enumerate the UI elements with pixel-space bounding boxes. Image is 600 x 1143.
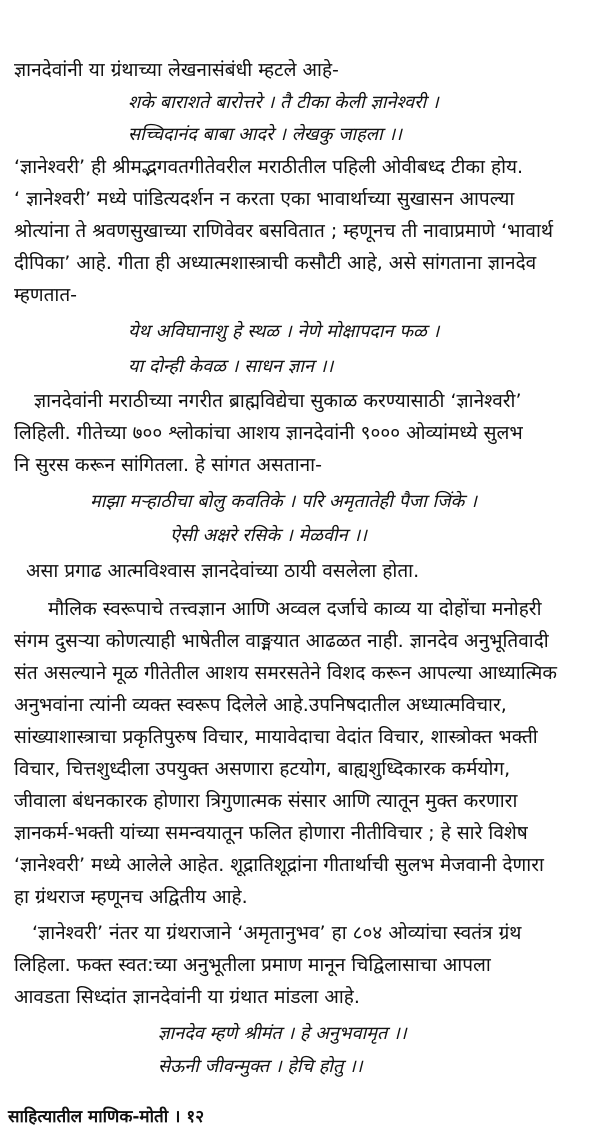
paragraph-3: असा प्रगाढ आत्मविश्वास ज्ञानदेवांच्या ठायी वसलेला होता. [26, 560, 420, 582]
text-line: श्रोत्यांना ते श्रवणसुखाच्या राणिवेवर बसवितात ; म्हणूनच ती नावाप्रमाणे ‘भावार्थ [14, 220, 554, 242]
text-line: मौलिक स्वरूपाचे तत्त्वज्ञान आणि अव्वल दर्जाचे काव्य या दोहोंचा मनोहरी [48, 598, 542, 620]
text-line: ‘ ज्ञानेश्वरी’ मध्ये पांडित्यदर्शन न करता एका भावार्थाच्या सुखासन आपल्या [14, 188, 515, 210]
intro-line: ज्ञानदेवांनी या ग्रंथाच्या लेखनासंबंधी म्हटले आहे- [14, 59, 339, 81]
text-line: संत असल्याने मूळ गीतेतील आशय समरसतेने विशद करून आपल्या आध्यात्मिक [14, 662, 557, 684]
verse-line: सच्चिदानंद बाबा आदरे । लेखकु जाहला ।। [128, 124, 402, 145]
text-line: म्हणतात- [14, 284, 78, 306]
text-line: आवडता सिध्दांत ज्ञानदेवांनी या ग्रंथात मांडला आहे. [14, 986, 360, 1008]
text-line: नि सुरस करून सांगितला. हे सांगत असताना- [14, 454, 322, 476]
text-line: ‘ज्ञानेश्वरी’ ही श्रीमद्भगवतगीतेवरील मराठीतील पहिली ओवीबध्द टीका होय. [14, 156, 524, 178]
text-line: ‘ज्ञानेश्वरी’ नंतर या ग्रंथराजाने ‘अमृतानुभव’ हा ८०४ ओव्यांचा स्वतंत्र ग्रंथ [32, 922, 522, 944]
text-line: सांख्याशास्त्राचा प्रकृतिपुरुष विचार, मायावेदाचा वेदांत विचार, शास्त्रोक्त भक्ती [14, 726, 538, 748]
text-line: ज्ञानदेवांनी मराठीच्या नगरीत ब्राह्मविद्येचा सुकाळ करण्यासाठी ‘ज्ञानेश्वरी’ [34, 390, 522, 412]
text-line: अनुभवांना त्यांनी व्यक्त स्वरूप दिलेले आहे.उपनिषदातील अध्यात्मविचार, [14, 694, 507, 716]
text-line: लिहिली. गीतेच्या ७०० श्लोकांचा आशय ज्ञानदेवांनी ९००० ओव्यांमध्ये सुलभ [14, 422, 523, 444]
text-line: ‘ज्ञानेश्वरी’ मध्ये आलेले आहेत. शूद्रातिशूद्रांना गीतार्थाची सुलभ मेजवानी देणारा [14, 854, 544, 876]
verse-line: ऐसी अक्षरे रसिके । मेळवीन ।। [170, 525, 367, 546]
text-line: विचार, चित्तशुध्दीला उपयुक्त असणारा हटयोग, बाह्यशुध्दिकारक कर्मयोग, [14, 758, 511, 780]
text-line: ज्ञानकर्म-भक्ती यांच्या समन्वयातून फलित होणारा नीतीविचार ; हे सारे विशेष [14, 822, 528, 844]
verse-line: या दोन्ही केवळ । साधन ज्ञान ।। [128, 356, 334, 377]
page-footer: साहित्यातील माणिक-मोती । १२ [8, 1107, 205, 1127]
verse-line: सेऊनी जीवन्मुक्त । हेचि होतु ।। [158, 1056, 363, 1077]
text-line: हा ग्रंथराज म्हणूनच अद्वितीय आहे. [14, 886, 248, 908]
verse-line: शके बाराशते बारोत्तरे । तै टीका केली ज्ञानेश्वरी । [128, 92, 439, 113]
verse-line: येथ अविघानाशु हे स्थळ । नेणे मोक्षापदान फळ । [128, 321, 440, 342]
text-line: दीपिका’ आहे. गीता ही अध्यात्मशास्त्राची कसौटी आहे, असे सांगताना ज्ञानदेव [14, 252, 537, 274]
text-line: संगम दुसऱ्या कोणत्याही भाषेतील वाङ्मयात आढळत नाही. ज्ञानदेव अनुभूतिवादी [14, 630, 549, 652]
text-line: जीवाला बंधनकारक होणारा त्रिगुणात्मक संसार आणि त्यातून मुक्त करणारा [14, 790, 518, 812]
verse-line: माझा मऱ्हाठीचा बोलु कवतिके । परि अमृतातेही पैजा जिंके । [90, 491, 477, 512]
verse-line: ज्ञानदेव म्हणे श्रीमंत । हे अनुभवामृत ।। [158, 1023, 407, 1044]
text-line: लिहिला. फक्त स्वत:च्या अनुभूतीला प्रमाण मानून चिद्विलासाचा आपला [14, 954, 491, 976]
